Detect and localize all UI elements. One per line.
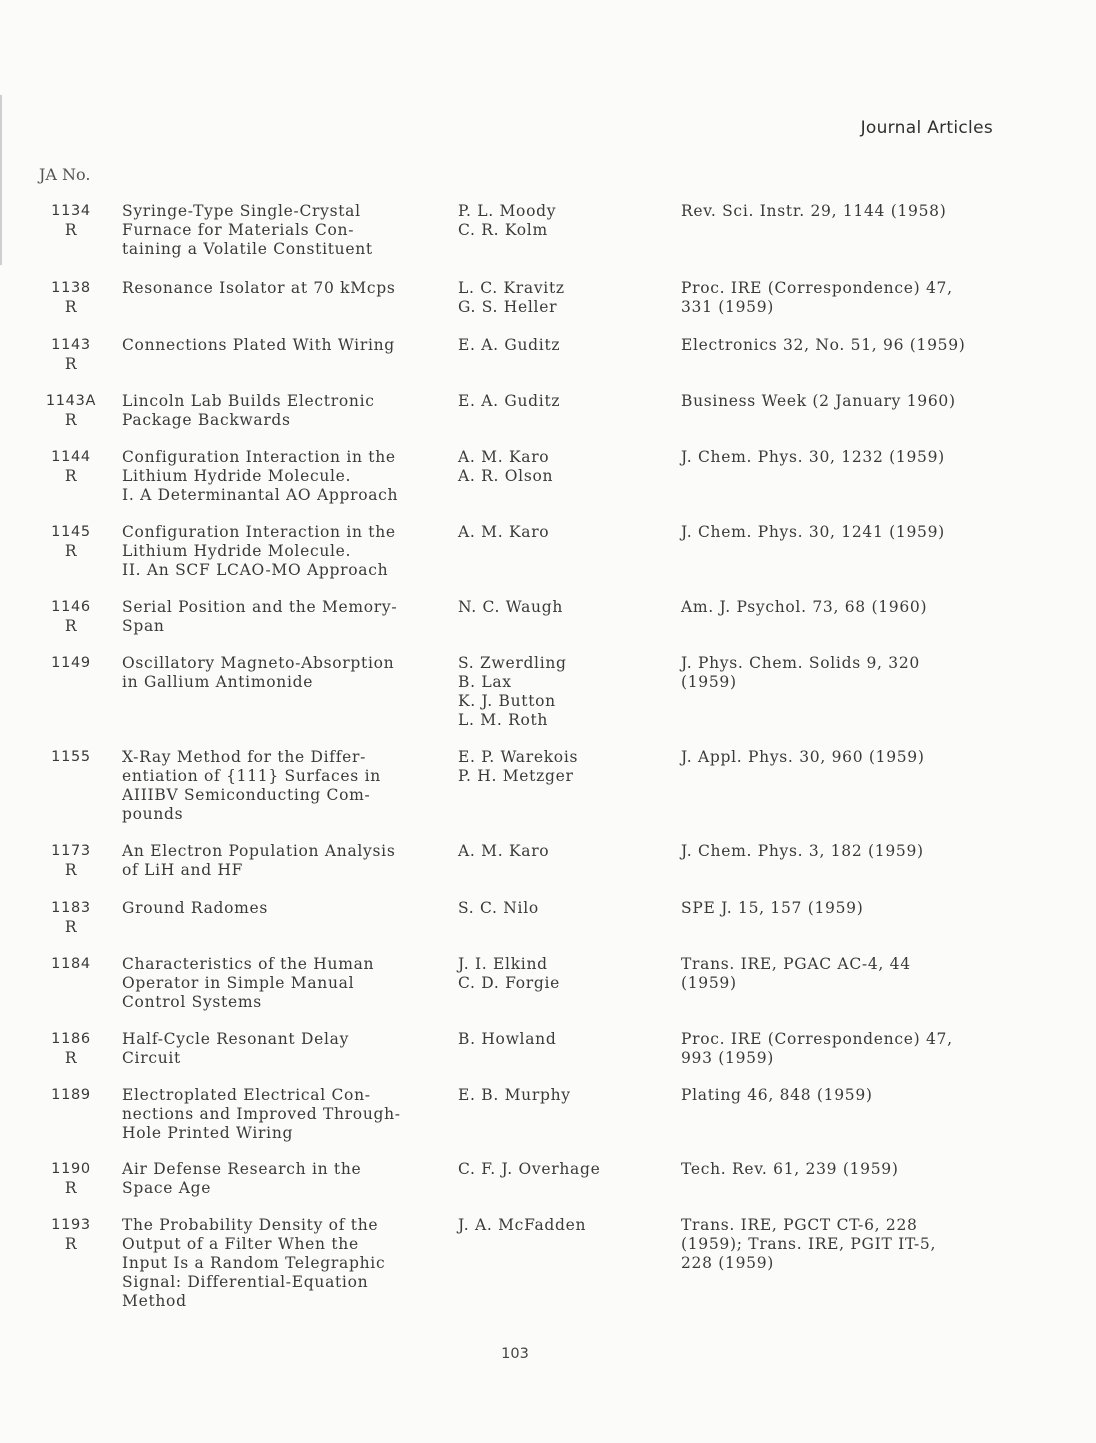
article-authors — [458, 448, 668, 486]
article-reference: J. Chem. Phys. 30, 1241 (1959) — [681, 523, 945, 541]
article-authors — [458, 1086, 668, 1105]
ja-number-value: 1145 — [51, 524, 91, 540]
article-authors — [458, 598, 668, 617]
article-title: Syringe-Type Single-Crystal Furnace for Materials Con- taining a Volatile Constituent — [122, 202, 373, 258]
ja-number-value: 1134 — [51, 203, 91, 219]
reprint-marker: R — [64, 1179, 78, 1197]
page-edge-mark — [0, 95, 2, 265]
article-title: Connections Plated With Wiring — [122, 336, 395, 354]
ja-number — [38, 392, 104, 430]
article-authors — [458, 1216, 668, 1235]
ja-number-value: 1143 — [51, 337, 91, 353]
article-title: Serial Position and the Memory- Span — [122, 598, 398, 635]
article-reference: Electronics 32, No. 51, 96 (1959) — [681, 336, 966, 354]
ja-number — [38, 279, 104, 317]
page-number: 103 — [501, 1346, 529, 1362]
article-title: Characteristics of the Human Operator in Simple Manual Control Systems — [122, 955, 375, 1011]
ja-number-column-label: JA No. — [39, 165, 91, 184]
article-reference: Plating 46, 848 (1959) — [681, 1086, 873, 1104]
author-name: A. M. Karo — [458, 448, 550, 466]
article-authors — [458, 899, 668, 918]
article-reference: Proc. IRE (Correspondence) 47, 331 (1959) — [681, 279, 953, 316]
article-authors — [458, 523, 668, 542]
reprint-marker: R — [64, 1235, 78, 1253]
article-reference: SPE J. 15, 157 (1959) — [681, 899, 864, 917]
author-name: B. Lax — [458, 673, 512, 691]
article-authors — [458, 1030, 668, 1049]
ja-number-value: 1190 — [51, 1161, 91, 1177]
author-name: B. Howland — [458, 1030, 557, 1048]
author-name: S. C. Nilo — [458, 899, 539, 917]
article-reference: J. Chem. Phys. 30, 1232 (1959) — [681, 448, 945, 466]
article-authors — [458, 654, 668, 730]
ja-number — [38, 1216, 104, 1254]
ja-number-value: 1149 — [51, 655, 91, 671]
ja-number — [38, 523, 104, 561]
author-name: A. M. Karo — [458, 842, 550, 860]
reprint-marker: R — [64, 617, 78, 635]
ja-number — [38, 1030, 104, 1068]
author-name: A. R. Olson — [458, 467, 554, 485]
ja-number — [38, 955, 104, 974]
author-name: A. M. Karo — [458, 523, 550, 541]
ja-number — [38, 336, 104, 374]
article-title: Oscillatory Magneto-Absorption in Gallium Antimonide — [122, 654, 395, 691]
author-name: J. I. Elkind — [458, 955, 548, 973]
reprint-marker: R — [64, 221, 78, 239]
article-title: Resonance Isolator at 70 kMcps — [122, 279, 396, 297]
author-name: S. Zwerdling — [458, 654, 567, 672]
article-authors — [458, 202, 668, 240]
article-title: X-Ray Method for the Differ- entiation of {111} Surfaces in AIIIBV Semiconducting Com- pounds — [122, 748, 381, 823]
ja-number-value: 1155 — [51, 749, 91, 765]
article-reference: J. Chem. Phys. 3, 182 (1959) — [681, 842, 924, 860]
ja-number — [38, 842, 104, 880]
ja-number-value: 1183 — [51, 900, 91, 916]
article-reference: Am. J. Psychol. 73, 68 (1960) — [681, 598, 928, 616]
ja-number-value: 1146 — [51, 599, 91, 615]
ja-number-value: 1184 — [51, 956, 91, 972]
reprint-marker: R — [64, 298, 78, 316]
ja-number-value: 1143A — [45, 393, 97, 409]
ja-number — [38, 748, 104, 767]
article-title: Lincoln Lab Builds Electronic Package Backwards — [122, 392, 375, 429]
article-reference: J. Phys. Chem. Solids 9, 320 (1959) — [681, 654, 920, 691]
author-name: K. J. Button — [458, 692, 556, 710]
article-reference: Rev. Sci. Instr. 29, 1144 (1958) — [681, 202, 947, 220]
author-name: E. P. Warekois — [458, 748, 579, 766]
article-title: Ground Radomes — [122, 899, 269, 917]
author-name: L. M. Roth — [458, 711, 549, 729]
article-reference: Trans. IRE, PGAC AC-4, 44 (1959) — [681, 955, 911, 992]
ja-number — [38, 1160, 104, 1198]
author-name: P. H. Metzger — [458, 767, 574, 785]
author-name: C. D. Forgie — [458, 974, 560, 992]
article-authors — [458, 392, 668, 411]
ja-number — [38, 202, 104, 240]
author-name: C. R. Kolm — [458, 221, 548, 239]
article-title: Configuration Interaction in the Lithium Hydride Molecule. I. A Determinantal AO Approach — [122, 448, 399, 504]
ja-number — [38, 899, 104, 937]
author-name: G. S. Heller — [458, 298, 558, 316]
ja-number — [38, 1086, 104, 1105]
author-name: C. F. J. Overhage — [458, 1160, 601, 1178]
ja-number-value: 1189 — [51, 1087, 91, 1103]
article-title: Electroplated Electrical Con- nections and Improved Through- Hole Printed Wiring — [122, 1086, 401, 1142]
article-reference: Proc. IRE (Correspondence) 47, 993 (1959) — [681, 1030, 953, 1067]
author-name: E. A. Guditz — [458, 392, 561, 410]
ja-number-value: 1193 — [51, 1217, 91, 1233]
reprint-marker: R — [64, 542, 78, 560]
article-title: The Probability Density of the Output of a Filter When the Input Is a Random Telegraphic Signal: Differential-Equation Method — [122, 1216, 386, 1310]
page-header: Journal Articles — [860, 118, 993, 138]
article-authors — [458, 279, 668, 317]
ja-number-value: 1138 — [51, 280, 91, 296]
article-reference: Tech. Rev. 61, 239 (1959) — [681, 1160, 899, 1178]
article-authors — [458, 842, 668, 861]
author-name: N. C. Waugh — [458, 598, 563, 616]
article-title: Configuration Interaction in the Lithium Hydride Molecule. II. An SCF LCAO-MO Approach — [122, 523, 396, 579]
author-name: E. A. Guditz — [458, 336, 561, 354]
article-reference: Business Week (2 January 1960) — [681, 392, 956, 410]
article-reference: Trans. IRE, PGCT CT-6, 228 (1959); Trans. IRE, PGIT IT-5, 228 (1959) — [681, 1216, 937, 1272]
author-name: L. C. Kravitz — [458, 279, 565, 297]
ja-number-value: 1144 — [51, 449, 91, 465]
article-authors — [458, 336, 668, 355]
reprint-marker: R — [64, 411, 78, 429]
ja-number-value: 1186 — [51, 1031, 91, 1047]
author-name: J. A. McFadden — [458, 1216, 587, 1234]
reprint-marker: R — [64, 467, 78, 485]
ja-number — [38, 448, 104, 486]
author-name: E. B. Murphy — [458, 1086, 571, 1104]
article-title: Half-Cycle Resonant Delay Circuit — [122, 1030, 350, 1067]
article-authors — [458, 955, 668, 993]
ja-number — [38, 654, 104, 673]
reprint-marker: R — [64, 861, 78, 879]
ja-number — [38, 598, 104, 636]
author-name: P. L. Moody — [458, 202, 557, 220]
article-title: Air Defense Research in the Space Age — [122, 1160, 362, 1197]
reprint-marker: R — [64, 1049, 78, 1067]
ja-number-value: 1173 — [51, 843, 91, 859]
article-authors — [458, 1160, 668, 1179]
article-authors — [458, 748, 668, 786]
reprint-marker: R — [64, 918, 78, 936]
reprint-marker: R — [64, 355, 78, 373]
article-reference: J. Appl. Phys. 30, 960 (1959) — [681, 748, 925, 766]
article-title: An Electron Population Analysis of LiH and HF — [122, 842, 396, 879]
